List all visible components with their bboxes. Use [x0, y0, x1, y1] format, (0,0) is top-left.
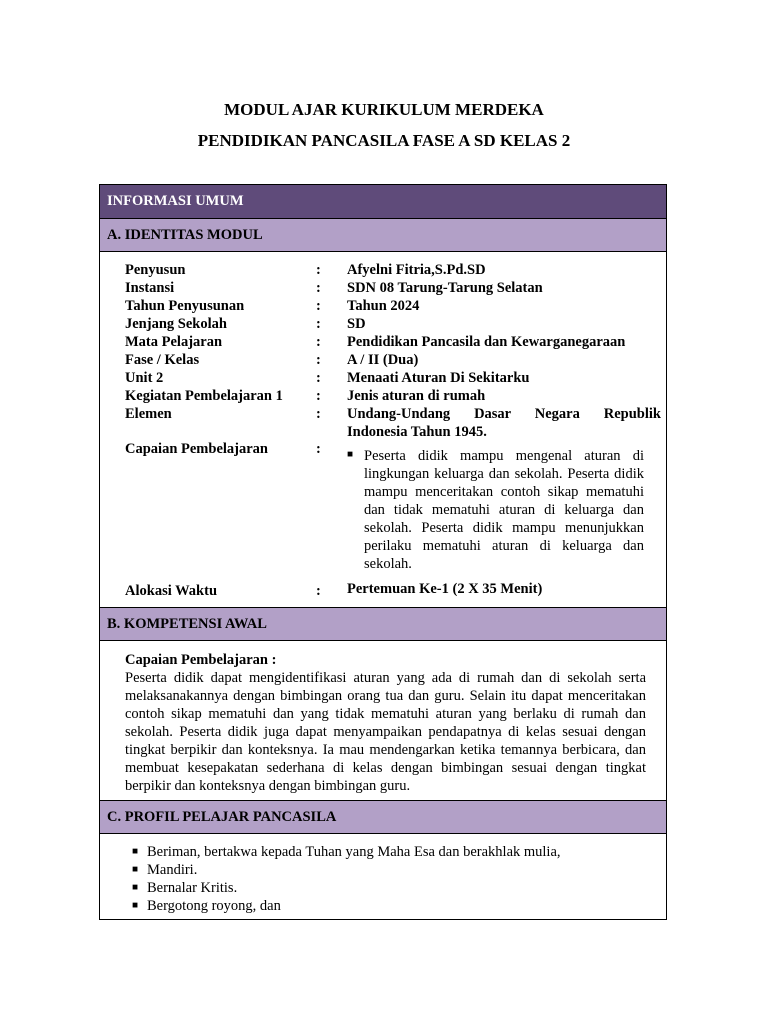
list-item: ■ Beriman, bertakwa kepada Tuhan yang Maha Esa dan berakhlak mulia,	[132, 844, 561, 860]
bullet-icon: ■	[132, 882, 139, 893]
value-alokasi: Pertemuan Ke-1 (2 X 35 Menit)	[347, 581, 543, 597]
colon: :	[316, 441, 321, 457]
colon: :	[316, 370, 321, 386]
label-elemen: Elemen	[125, 406, 172, 422]
label-kegiatan: Kegiatan Pembelajaran 1	[125, 388, 283, 404]
colon: :	[316, 280, 321, 296]
section-informasi-umum: INFORMASI UMUM	[100, 185, 666, 219]
label-capaian: Capaian Pembelajaran	[125, 441, 268, 457]
document-subtitle: PENDIDIKAN PANCASILA FASE A SD KELAS 2	[197, 131, 571, 150]
colon: :	[316, 316, 321, 332]
value-jenjang: SD	[347, 316, 366, 332]
value-capaian: Peserta didik mampu mengenal aturan di lingkungan keluarga dan sekolah. Peserta didik mampu menceritakan contoh sikap mematuhi dan tidak mematuhi aturan di keluarga dan sekolah. Peserta didik mampu menunjukkan perilaku mematuhi aturan di keluarga dan sekolah.	[364, 448, 644, 572]
label-instansi: Instansi	[125, 280, 175, 296]
list-item: ■ Bernalar Kritis.	[132, 880, 238, 896]
bullet-icon: ■	[132, 900, 139, 911]
kompetensi-text: Peserta didik dapat mengidentifikasi aturan yang ada di rumah dan di sekolah serta melaksanakannya dengan bimbingan orang tua dan guru. Selain itu dapat menceritakan contoh sikap mematuhi dan yang tidak mematuhi aturan yang berlaku di rumah dan sekolah. Peserta didik juga dapat menyampaikan pendapatnya di kelas sesuai dengan tingkat berpikir dan konteksnya. Ia mau mendengarkan ketika temannya berbicara, dan membuat kesepakatan sederhana di kelas dengan bimbingan sesuai dengan tingkat berpikir dan konteksnya dengan bimbingan guru.	[125, 670, 646, 794]
value-elemen	[347, 405, 661, 441]
list-item: ■ Mandiri.	[132, 862, 198, 878]
label-penyusun: Penyusun	[125, 262, 186, 278]
list-item: ■ Bergotong royong, dan	[132, 898, 281, 914]
kompetensi-heading: Capaian Pembelajaran :	[125, 652, 277, 668]
colon: :	[316, 298, 321, 314]
section-identitas-modul: A. IDENTITAS MODUL	[100, 218, 666, 252]
bullet-icon: ■	[132, 846, 139, 857]
colon: :	[316, 406, 321, 422]
elemen-line-2: Indonesia Tahun 1945.	[347, 424, 487, 440]
label-unit: Unit 2	[125, 370, 164, 386]
colon: :	[316, 334, 321, 350]
colon: :	[316, 352, 321, 368]
value-kegiatan: Jenis aturan di rumah	[347, 388, 486, 404]
label-jenjang: Jenjang Sekolah	[125, 316, 227, 332]
label-alokasi: Alokasi Waktu	[125, 583, 218, 599]
value-instansi: SDN 08 Tarung-Tarung Selatan	[347, 280, 543, 296]
label-tahun: Tahun Penyusunan	[125, 298, 245, 314]
label-fase: Fase / Kelas	[125, 352, 200, 368]
value-unit: Menaati Aturan Di Sekitarku	[347, 370, 530, 386]
colon: :	[316, 583, 321, 599]
document-title: MODUL AJAR KURIKULUM MERDEKA	[224, 100, 544, 119]
colon: :	[316, 262, 321, 278]
value-penyusun: Afyelni Fitria,S.Pd.SD	[347, 262, 486, 278]
module-table	[99, 184, 667, 920]
section-kompetensi-awal: B. KOMPETENSI AWAL	[100, 607, 666, 641]
section-profil-pelajar: C. PROFIL PELAJAR PANCASILA	[100, 800, 666, 834]
value-fase: A / II (Dua)	[347, 352, 419, 368]
profil-list	[125, 843, 561, 915]
value-mapel: Pendidikan Pancasila dan Kewarganegaraan	[347, 334, 626, 350]
bullet-icon: ■	[132, 864, 139, 875]
bullet-icon: ■	[347, 449, 354, 460]
label-mapel: Mata Pelajaran	[125, 334, 223, 350]
value-tahun: Tahun 2024	[347, 298, 420, 314]
colon: :	[316, 388, 321, 404]
elemen-line-1: Undang-Undang Dasar Negara Republik	[347, 406, 661, 422]
